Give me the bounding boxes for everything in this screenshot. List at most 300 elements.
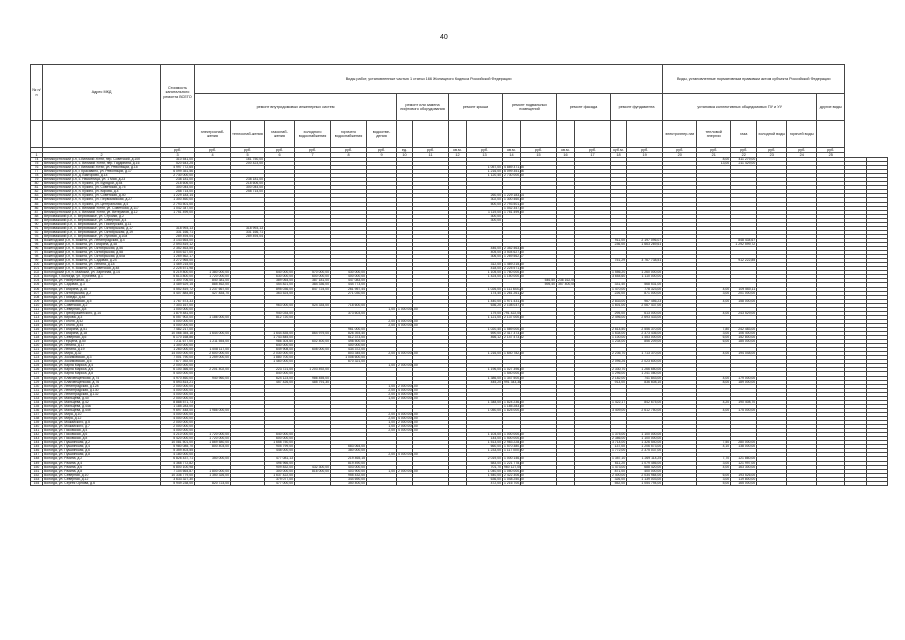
- header-eng-col: горячего водоснабжения: [331, 121, 367, 148]
- row-value: 670 321,00: [331, 360, 367, 364]
- row-value: 649 908,00: [265, 348, 295, 352]
- row-value: 1 713 370,00: [627, 352, 663, 356]
- header-col-number: 4: [195, 153, 231, 158]
- row-address: Вологда, ул. Ленина, д.19: [43, 348, 161, 352]
- header-unit: руб.: [697, 148, 731, 153]
- header-unit: ед.: [397, 148, 413, 153]
- row-value: 2 182,00: [612, 375, 626, 380]
- header-col-number: 13: [467, 153, 503, 158]
- row-number: 138: [31, 417, 43, 421]
- row-value: 344 690,00: [331, 477, 367, 481]
- row-value: 2 730 000,00: [504, 173, 524, 178]
- row-value: 2,00: [367, 412, 397, 416]
- header-meter-col: электроэнер-гии: [663, 121, 697, 148]
- row-total-cost: 1 229 183,14: [161, 194, 195, 198]
- row-value: 218 606,00: [231, 182, 265, 186]
- row-value: 856 209,00: [627, 340, 663, 344]
- row-number: 109: [31, 299, 43, 303]
- row-value: 991 343,38: [504, 379, 521, 384]
- row-value: 2 236,70: [612, 351, 626, 356]
- row-total-cost: 5 949 238,00: [161, 481, 195, 485]
- header-unit: руб.: [195, 148, 231, 153]
- row-value: 500,00: [467, 202, 503, 206]
- row-address: Великоустюгский р-н, п. Кузино, ул. Кирова, д.4: [43, 190, 161, 194]
- row-number: 80: [31, 182, 43, 186]
- row-number: 118: [31, 336, 43, 340]
- row-address: Верховажский р-н, с. Верховажье, ул. Октябрьская, д.17: [43, 226, 161, 230]
- row-value: 864 979,00: [295, 332, 331, 336]
- row-value: 185 000,00: [731, 340, 757, 344]
- header-col-number: 12: [449, 153, 467, 158]
- row-number: 98: [31, 255, 43, 259]
- header-spacer: [503, 121, 521, 148]
- row-value: 2 197 096,07: [627, 238, 663, 242]
- row-value: 144,00: [467, 437, 503, 441]
- row-value: 4,00: [697, 408, 731, 412]
- row-value: 911,00: [611, 238, 627, 242]
- table-row: [31, 481, 888, 485]
- row-value: 1 644 000,00: [195, 332, 231, 336]
- row-value: 2 000 000,00: [398, 424, 418, 429]
- row-total-cost: 5 420 000,00: [161, 437, 195, 441]
- row-total-cost: 289 494,04: [161, 234, 195, 238]
- row-total-cost: 6 057 902,00: [161, 315, 195, 319]
- row-value: 871,00: [611, 469, 627, 473]
- row-value: 2 000 000,00: [398, 468, 418, 473]
- row-address: Вологда, ул. Карла Маркса, д.8: [43, 372, 161, 376]
- row-value: 1 634,00: [612, 331, 626, 336]
- row-value: 477 000,00: [265, 481, 295, 485]
- row-value: 1 000 000,00: [504, 432, 524, 437]
- row-value: 640 000,00: [265, 433, 295, 437]
- row-total-cost: 7 001 790,00: [161, 356, 195, 360]
- row-value: 1 869 580,00: [195, 441, 231, 445]
- row-address: Вологда, ул. Ленинградская, д.128: [43, 384, 161, 388]
- header-basement: ремонт подвальных помещений: [503, 94, 557, 121]
- row-value: 1 357,10: [612, 456, 626, 461]
- row-value: 1 185 283,00: [504, 403, 524, 408]
- row-value: 3,00: [697, 461, 731, 465]
- row-value: 7,80: [697, 327, 731, 331]
- row-value: 1 027 396,00: [504, 367, 524, 372]
- row-value: 496 966,00: [265, 461, 295, 465]
- row-address: Вожегодский р-н, п. Вожега, ул. Октябрьская, д.56: [43, 247, 161, 251]
- row-total-cost: 1 300 460,00: [161, 198, 195, 202]
- row-value: 454 821,00: [265, 283, 295, 287]
- header-unit: руб.: [161, 148, 195, 153]
- row-value: 800 403,00: [195, 445, 231, 449]
- row-total-cost: 7 211 677,00: [161, 340, 195, 344]
- header-col-number: 16: [557, 153, 575, 158]
- row-value: 1 720 000,00: [195, 437, 231, 441]
- row-value: 384 336,00: [295, 283, 331, 287]
- row-total-cost: 4 210 000,00: [161, 433, 195, 437]
- header-unit: куб.м.: [611, 148, 627, 153]
- row-value: 418,00: [467, 267, 503, 271]
- row-address: Вологда, ул. Гагарина, д.18: [43, 332, 161, 336]
- row-number: 151: [31, 469, 43, 473]
- row-value: 223 721,00: [265, 368, 295, 372]
- header-unit: руб.: [817, 148, 845, 153]
- row-number: 81: [31, 186, 43, 190]
- row-address: Вологда, ул. Мира, д.32: [43, 352, 161, 356]
- row-value: 2 352 463,55: [504, 246, 524, 251]
- row-value: 961 000,00: [331, 327, 367, 331]
- header-unit: руб.: [265, 148, 295, 153]
- row-address: Великоустюгский р-н, г. Великий Устюг, ул. Революции, д.15: [43, 166, 161, 170]
- row-address: Вологда, ул. Псковская, д.8: [43, 437, 161, 441]
- row-value: 636,00: [467, 477, 503, 481]
- header-col-number: 15: [521, 153, 557, 158]
- row-number: 116: [31, 327, 43, 331]
- row-value: 842 675,00: [627, 400, 663, 404]
- row-address: Вологда, ул. Ленина, д.17: [43, 344, 161, 348]
- row-number: 108: [31, 295, 43, 299]
- row-number: 115: [31, 323, 43, 327]
- row-total-cost: 258 714,00: [161, 190, 195, 194]
- row-value: 791 422,00: [504, 310, 521, 315]
- row-value: 2 000 000,00: [398, 383, 418, 388]
- header-col-number: 21: [697, 153, 731, 158]
- row-value: 3 409,00: [612, 407, 626, 412]
- row-value: 1 266 650,00: [627, 368, 663, 372]
- row-address: Великоустюгский р-н, г. Красавино, ул. Революции, д.17: [43, 170, 161, 174]
- row-value: 546,50: [521, 279, 557, 283]
- row-total-cost: 2 000 000,00: [161, 364, 195, 368]
- row-value: 2 600 000,00: [195, 352, 231, 356]
- row-value: 261 957,44: [331, 287, 367, 291]
- row-value: 258 714,00: [231, 190, 265, 194]
- header-unit: руб.: [295, 148, 331, 153]
- row-value: 4 000 000,00: [398, 322, 418, 327]
- row-value: 400 000,00: [627, 469, 663, 473]
- header-foundation: ремонт фундамента: [611, 94, 663, 121]
- row-value: 1 640 782,00: [504, 351, 524, 356]
- header-roof: ремонт крыши: [449, 94, 503, 121]
- row-number: 95: [31, 242, 43, 246]
- row-value: 357 400,00: [558, 282, 575, 287]
- row-value: 380 000,00: [331, 449, 367, 453]
- row-value: 1 105,00: [467, 271, 503, 275]
- row-value: 1 720 000,00: [195, 275, 231, 279]
- row-number: 102: [31, 271, 43, 275]
- row-number: 154: [31, 481, 43, 485]
- row-total-cost: 1 269 562,17: [161, 255, 195, 259]
- header-engineering-systems: ремонт внутридомовых инженерных систем: [195, 94, 397, 121]
- row-value: 3,00: [697, 291, 731, 295]
- row-value: 963 000,00: [265, 303, 295, 307]
- row-address: Вологда, ул. Мальцева, д.44а: [43, 404, 161, 408]
- row-address: Верховажский р-н, с. Верховажье, ул. Октябрьская, д.19: [43, 230, 161, 234]
- row-address: Великоустюгский р-н, п. Кузино, ул. Советская, д.40: [43, 194, 161, 198]
- row-address: Вологда, ул. Садовая, д.3: [43, 283, 161, 287]
- row-value: 2 000 000,00: [398, 363, 418, 368]
- row-address: Вологда, ул. Пушкинская, д.6: [43, 449, 161, 453]
- row-value: 1 211 554,00: [195, 340, 231, 344]
- row-value: 2 386,00: [612, 436, 626, 441]
- row-value: 640 000,00: [265, 344, 295, 348]
- row-value: 2,00: [367, 429, 397, 433]
- row-value: 1 233,00: [467, 449, 503, 453]
- header-spacer: [521, 121, 557, 148]
- row-value: 1 234,00: [612, 339, 626, 344]
- row-number: 97: [31, 251, 43, 255]
- row-value: 905 799,00: [265, 445, 295, 449]
- row-address: Великоустюгский р-н, п. Кузино, ул. Бурядой, д.54: [43, 182, 161, 186]
- row-number: 124: [31, 360, 43, 364]
- row-value: 778 323,00: [627, 287, 663, 291]
- row-value: 2 400,00: [612, 472, 626, 477]
- header-unit: кв.м.: [557, 148, 575, 153]
- header-spacer: [611, 121, 627, 148]
- row-address: Вологда, ул. Северная, д.8: [43, 307, 161, 311]
- header-col-number: 20: [663, 153, 697, 158]
- row-value: 243 529,00: [731, 311, 757, 315]
- row-total-cost: 10 066 354,18: [161, 332, 195, 336]
- row-value: 1 424,00: [467, 275, 503, 279]
- row-number: 110: [31, 303, 43, 307]
- row-total-cost: 5 219 800,00: [161, 271, 195, 275]
- header-col-number: 7: [295, 153, 331, 158]
- row-number: 104: [31, 279, 43, 283]
- row-address: Вологда, ул. Набережная, д.7: [43, 279, 161, 283]
- row-value: 295,00: [611, 311, 627, 315]
- header-col-number: 14: [503, 153, 521, 158]
- row-number: 152: [31, 473, 43, 477]
- row-value: 447 083,00: [331, 279, 367, 283]
- row-address: Вологда, ул. Псковская, д.6: [43, 433, 161, 437]
- row-value: 4,00: [697, 352, 731, 356]
- row-address: Вологда, ул. Разина, д.4: [43, 461, 161, 465]
- row-value: 1,00: [367, 469, 397, 473]
- row-value: 1 637 422,00: [265, 473, 295, 477]
- row-value: 4,00: [697, 287, 731, 291]
- row-number: 77: [31, 170, 43, 174]
- row-number: 103: [31, 275, 43, 279]
- row-value: 137,00: [611, 445, 627, 449]
- row-number: 99: [31, 259, 43, 263]
- row-value: 986 304,60: [265, 340, 295, 344]
- row-value: 1 100,00: [612, 335, 626, 340]
- header-spacer: [397, 121, 413, 148]
- row-value: 271 030,00: [331, 291, 367, 295]
- row-address: Вологда, ул. Герцена, д.50: [43, 340, 161, 344]
- row-address: Вологда, ул. Псковская, д.4: [43, 429, 161, 433]
- row-value: 1 048 250,00: [504, 476, 524, 481]
- row-value: 106 400,00: [731, 332, 757, 336]
- row-value: 1 026,00: [467, 287, 503, 291]
- row-value: 1 500 000,00: [504, 436, 524, 441]
- row-address: Вожегодский р-н, п. Вожега, ул. Ленина, д.18: [43, 263, 161, 267]
- header-col-number: 3: [161, 153, 195, 158]
- row-value: 1 347 500,00: [504, 375, 524, 380]
- row-value: 816 000,00: [295, 469, 331, 473]
- row-total-cost: 7 303 167,00: [161, 303, 195, 307]
- header-unit: руб.: [787, 148, 817, 153]
- row-address: Вологда, ул. Мальцева, д.44б: [43, 408, 161, 412]
- row-value: 570 000,00: [295, 271, 331, 275]
- row-number: 75: [31, 162, 43, 166]
- row-value: 840 381,00: [195, 279, 231, 283]
- header-facade: ремонт фасада: [557, 94, 611, 121]
- row-value: [397, 481, 413, 485]
- row-value: 163 300,00: [731, 465, 757, 469]
- row-total-cost: 4 970 460,00: [161, 376, 195, 380]
- row-address: Вологда, ул. Гагарина, д.51: [43, 327, 161, 331]
- row-number: 76: [31, 166, 43, 170]
- row-number: 85: [31, 202, 43, 206]
- row-value: 1 057,00: [467, 166, 503, 170]
- row-address: Вологда, ул. Пушкинская, д.4: [43, 445, 161, 449]
- row-value: 871 000,00: [627, 291, 663, 295]
- row-value: 4 000 000,00: [398, 391, 418, 396]
- row-value: 1 079 456,00: [627, 461, 663, 465]
- row-value: 13,00: [697, 162, 731, 166]
- row-value: 611,20: [611, 461, 627, 465]
- header-col-number: 18: [611, 153, 627, 158]
- row-total-cost: 2 593 819,12: [161, 242, 195, 246]
- row-number: 112: [31, 311, 43, 315]
- row-value: 1 470,00: [612, 286, 626, 291]
- row-total-cost: 300 044,00: [161, 186, 195, 190]
- row-total-cost: 9 697 448,00: [161, 408, 195, 412]
- row-value: 444 773,00: [331, 283, 367, 287]
- row-number: 126: [31, 368, 43, 372]
- row-number: 128: [31, 376, 43, 380]
- row-address: Вожегодский р-н, п. Вожега, ул. Ленинградская, д.4: [43, 238, 161, 242]
- row-total-cost: 3 272 965,00: [161, 259, 195, 263]
- row-address: Вологодский р-н, п. Майский, ул. Заречная, д.14: [43, 271, 161, 275]
- header-unit: руб.: [731, 148, 757, 153]
- row-total-cost: 10 336 779,00: [161, 473, 195, 477]
- row-number: 87: [31, 210, 43, 214]
- row-value: 967 456,23: [627, 299, 663, 303]
- row-value: 4 000 000,00: [398, 428, 418, 433]
- row-total-cost: 1 000 000,00: [161, 307, 195, 311]
- header-unit: руб.: [331, 148, 367, 153]
- row-value: 2,00: [367, 417, 397, 421]
- row-value: 4 000 000,00: [398, 318, 418, 323]
- row-address: Вологда, ул. Октябрьская, д.2: [43, 291, 161, 295]
- row-value: 457 426,00: [265, 380, 295, 384]
- row-value: 485 791,30: [295, 380, 331, 384]
- row-address: Вологда, г. Вологда, ул. Пугачева, д.1: [43, 275, 161, 279]
- row-total-cost: 2 352 463,55: [161, 247, 195, 251]
- row-value: 175 000,00: [731, 408, 757, 412]
- row-value: 1,00: [367, 425, 397, 429]
- row-number: 100: [31, 263, 43, 267]
- row-value: 1 971 431,25: [504, 298, 524, 303]
- row-value: 2 496,00: [612, 314, 626, 319]
- row-total-cost: 6 826 437,71: [161, 457, 195, 461]
- row-total-cost: 4 000 000,00: [161, 319, 195, 323]
- row-value: 1 216 700,00: [504, 480, 524, 485]
- row-value: 1 422,17: [612, 399, 626, 404]
- row-number: 129: [31, 380, 43, 384]
- row-value: 595,40: [521, 283, 557, 287]
- row-value: 688 420,00: [627, 465, 663, 469]
- row-value: 121 997,00: [731, 461, 757, 465]
- table-header: [31, 65, 888, 158]
- row-total-cost: 4 000 000,00: [161, 417, 195, 421]
- row-value: 5,00: [697, 481, 731, 485]
- row-value: 1 540,00: [467, 473, 503, 477]
- row-value: 1 008 600,00: [331, 356, 367, 360]
- row-value: 236,00: [611, 242, 627, 246]
- row-total-cost: 3 489 629,15: [161, 283, 195, 287]
- row-address: Вологда, ул. Мальцева, д.42: [43, 400, 161, 404]
- row-number: 134: [31, 400, 43, 404]
- row-value: 2,00: [367, 388, 397, 392]
- row-value: 1 380 000,00: [195, 271, 231, 275]
- row-value: 238 181,00: [231, 178, 265, 182]
- row-address: Великоустюгский р-н, с. Нюксеница, ул. 1 Мая, д.23: [43, 178, 161, 182]
- row-address: Вологда, ул. Разина, д.6: [43, 465, 161, 469]
- row-total-cost: 3 143 664,00: [161, 238, 195, 242]
- row-value: 8,00: [697, 158, 731, 162]
- row-value: 242 483,00: [731, 327, 757, 331]
- row-value: 909 832,00: [265, 465, 295, 469]
- row-value: 1 117 000,00: [504, 448, 524, 453]
- row-total-cost: 238 181,00: [161, 178, 195, 182]
- row-value: 219 465,15: [331, 457, 367, 461]
- row-value: 2,00: [367, 323, 397, 327]
- row-value: 260,00: [467, 194, 503, 198]
- row-value: 1 386,00: [467, 376, 503, 380]
- row-total-cost: 6 170 168,86: [161, 336, 195, 340]
- row-number: 135: [31, 404, 43, 408]
- row-value: 2,00: [367, 352, 397, 356]
- row-value: 2 019,00: [467, 457, 503, 461]
- row-value: 1 469 215,00: [504, 262, 524, 267]
- row-number: 111: [31, 307, 43, 311]
- row-total-cost: 4 000 000,00: [161, 323, 195, 327]
- row-address: Вологда, ул. Ленинградская, д.132: [43, 392, 161, 396]
- row-total-cost: 10 081 501,00: [161, 441, 195, 445]
- row-value: 1 658 750,00: [265, 441, 295, 445]
- row-value: 2 137 000,00: [504, 314, 524, 319]
- row-value: 1 000 000,00: [398, 306, 418, 311]
- row-value: 1 269 114,25: [627, 457, 663, 461]
- row-value: 1 880 700,00: [265, 356, 295, 360]
- header-eng-col: водоотве-дения: [367, 121, 397, 148]
- row-number: 86: [31, 206, 43, 210]
- row-value: 912 222,85: [731, 259, 757, 263]
- row-number: 106: [31, 287, 43, 291]
- row-value: 190 408,70: [731, 400, 757, 404]
- header-address: Адрес МКД: [43, 65, 161, 121]
- row-value: 895 036,00: [265, 287, 295, 291]
- row-value: 7,70: [697, 457, 731, 461]
- row-value: 1 008 117,00: [195, 348, 231, 352]
- row-value: 1,00: [367, 307, 397, 311]
- row-address: Великоустюгский р-н, п. Кузино, ул. Центральная, д.4: [43, 202, 161, 206]
- row-number: 140: [31, 425, 43, 429]
- header-col-number: 23: [757, 153, 787, 158]
- row-value: 4 000 000,00: [398, 351, 418, 356]
- row-value: 389 064,00: [265, 279, 295, 283]
- row-value: 430 000,00: [331, 271, 367, 275]
- row-value: 885 462,00: [195, 283, 231, 287]
- row-value: 1 300 460,00: [504, 197, 524, 202]
- row-value: 683 064,00: [331, 445, 367, 449]
- row-number: 90: [31, 222, 43, 226]
- header-spacer: [413, 121, 449, 148]
- row-value: 1 150 000,00: [504, 274, 524, 279]
- row-number: 149: [31, 461, 43, 465]
- row-total-cost: 4 000 000,00: [161, 412, 195, 416]
- row-value: 350 000,00: [195, 457, 231, 461]
